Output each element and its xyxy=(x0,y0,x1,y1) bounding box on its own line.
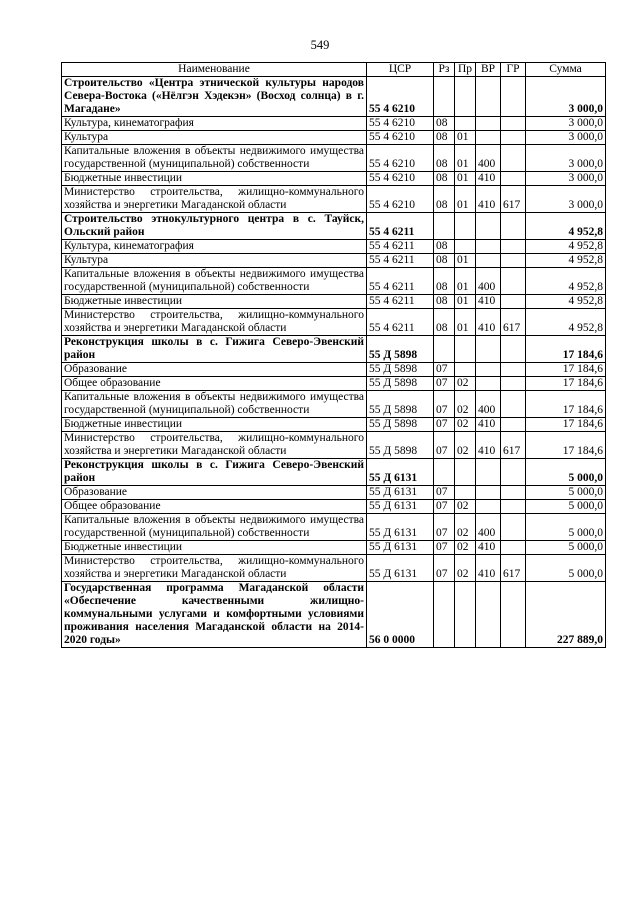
cell-rz: 07 xyxy=(434,486,455,500)
cell-vr: 400 xyxy=(476,268,501,295)
cell-pr xyxy=(455,582,476,648)
cell-pr xyxy=(455,213,476,240)
cell-name: Государственная программа Магаданской области «Обеспечение качественными жилищно-коммунальными услугами и комфортными условиями проживания населения Магаданской области на 2014-2020 годы» xyxy=(62,582,367,648)
cell-rz: 07 xyxy=(434,391,455,418)
cell-rz: 07 xyxy=(434,418,455,432)
cell-vr: 400 xyxy=(476,145,501,172)
table-row-section xyxy=(62,77,606,117)
cell-name: Образование xyxy=(62,363,367,377)
cell-vr xyxy=(476,582,501,648)
cell-gr xyxy=(501,486,526,500)
cell-pr: 02 xyxy=(455,377,476,391)
table-row xyxy=(62,391,606,418)
cell-pr xyxy=(455,363,476,377)
cell-pr: 02 xyxy=(455,391,476,418)
cell-name: Министерство строительства, жилищно-коммунального хозяйства и энергетики Магаданской области xyxy=(62,186,367,213)
cell-rz: 08 xyxy=(434,268,455,295)
cell-pr: 01 xyxy=(455,268,476,295)
cell-csr: 55 Д 5898 xyxy=(367,336,434,363)
header-vr: ВР xyxy=(476,63,501,77)
header-pr: Пр xyxy=(455,63,476,77)
cell-name: Общее образование xyxy=(62,500,367,514)
cell-sum: 17 184,6 xyxy=(526,391,606,418)
cell-rz: 08 xyxy=(434,145,455,172)
cell-name: Культура xyxy=(62,131,367,145)
cell-pr: 02 xyxy=(455,555,476,582)
cell-name: Культура, кинематография xyxy=(62,240,367,254)
table-row xyxy=(62,131,606,145)
table-row xyxy=(62,254,606,268)
cell-sum: 3 000,0 xyxy=(526,77,606,117)
cell-rz xyxy=(434,77,455,117)
cell-vr xyxy=(476,500,501,514)
cell-csr: 55 Д 5898 xyxy=(367,432,434,459)
cell-rz: 07 xyxy=(434,514,455,541)
cell-rz: 08 xyxy=(434,295,455,309)
cell-rz xyxy=(434,336,455,363)
cell-pr: 02 xyxy=(455,514,476,541)
cell-sum: 4 952,8 xyxy=(526,213,606,240)
cell-gr xyxy=(501,254,526,268)
cell-pr: 01 xyxy=(455,172,476,186)
cell-gr xyxy=(501,268,526,295)
cell-name: Бюджетные инвестиции xyxy=(62,418,367,432)
cell-pr: 01 xyxy=(455,131,476,145)
table-row-section xyxy=(62,459,606,486)
cell-rz: 07 xyxy=(434,432,455,459)
cell-pr xyxy=(455,240,476,254)
header-name: Наименование xyxy=(62,63,367,77)
cell-csr: 55 Д 5898 xyxy=(367,391,434,418)
cell-vr xyxy=(476,254,501,268)
cell-name: Образование xyxy=(62,486,367,500)
table-row xyxy=(62,268,606,295)
cell-csr: 55 4 6211 xyxy=(367,240,434,254)
table-row xyxy=(62,514,606,541)
table-row xyxy=(62,172,606,186)
cell-name: Строительство этнокультурного центра в с. Тауйск, Ольский район xyxy=(62,213,367,240)
table-row-section xyxy=(62,213,606,240)
cell-pr: 01 xyxy=(455,309,476,336)
cell-csr: 55 Д 6131 xyxy=(367,459,434,486)
cell-csr: 55 4 6210 xyxy=(367,117,434,131)
cell-pr xyxy=(455,77,476,117)
cell-rz: 07 xyxy=(434,555,455,582)
cell-sum: 5 000,0 xyxy=(526,555,606,582)
cell-vr xyxy=(476,336,501,363)
cell-vr xyxy=(476,363,501,377)
cell-sum: 4 952,8 xyxy=(526,268,606,295)
cell-vr: 410 xyxy=(476,186,501,213)
cell-csr: 55 Д 6131 xyxy=(367,486,434,500)
table-row-section xyxy=(62,336,606,363)
table-row xyxy=(62,145,606,172)
cell-pr xyxy=(455,117,476,131)
cell-pr: 02 xyxy=(455,500,476,514)
cell-pr xyxy=(455,336,476,363)
table-row xyxy=(62,486,606,500)
header-sum: Сумма xyxy=(526,63,606,77)
cell-vr: 400 xyxy=(476,514,501,541)
cell-gr xyxy=(501,336,526,363)
table-row xyxy=(62,500,606,514)
cell-rz: 07 xyxy=(434,500,455,514)
cell-gr xyxy=(501,77,526,117)
cell-csr: 55 4 6211 xyxy=(367,309,434,336)
cell-rz xyxy=(434,582,455,648)
cell-name: Капитальные вложения в объекты недвижимого имущества государственной (муниципальной) собственности xyxy=(62,145,367,172)
header-csr: ЦСР xyxy=(367,63,434,77)
cell-vr xyxy=(476,117,501,131)
cell-csr: 55 4 6210 xyxy=(367,186,434,213)
cell-csr: 55 4 6210 xyxy=(367,77,434,117)
cell-pr: 01 xyxy=(455,295,476,309)
cell-pr: 01 xyxy=(455,254,476,268)
cell-pr: 02 xyxy=(455,541,476,555)
cell-rz: 08 xyxy=(434,254,455,268)
cell-sum: 3 000,0 xyxy=(526,145,606,172)
cell-gr xyxy=(501,240,526,254)
cell-rz: 07 xyxy=(434,363,455,377)
cell-rz xyxy=(434,213,455,240)
cell-name: Культура xyxy=(62,254,367,268)
cell-name: Бюджетные инвестиции xyxy=(62,541,367,555)
cell-csr: 55 4 6210 xyxy=(367,145,434,172)
cell-rz: 08 xyxy=(434,172,455,186)
cell-csr: 55 Д 5898 xyxy=(367,377,434,391)
cell-gr xyxy=(501,391,526,418)
cell-csr: 55 Д 6131 xyxy=(367,541,434,555)
cell-csr: 55 4 6210 xyxy=(367,131,434,145)
cell-vr: 410 xyxy=(476,541,501,555)
cell-sum: 3 000,0 xyxy=(526,172,606,186)
cell-csr: 55 Д 6131 xyxy=(367,500,434,514)
cell-gr: 617 xyxy=(501,309,526,336)
cell-gr xyxy=(501,295,526,309)
budget-table xyxy=(61,62,606,648)
cell-vr: 410 xyxy=(476,555,501,582)
cell-sum: 17 184,6 xyxy=(526,363,606,377)
cell-sum: 5 000,0 xyxy=(526,541,606,555)
cell-gr: 617 xyxy=(501,432,526,459)
cell-gr xyxy=(501,363,526,377)
cell-sum: 17 184,6 xyxy=(526,336,606,363)
cell-name: Капитальные вложения в объекты недвижимого имущества государственной (муниципальной) собственности xyxy=(62,268,367,295)
cell-gr xyxy=(501,377,526,391)
header-rz: Рз xyxy=(434,63,455,77)
cell-sum: 3 000,0 xyxy=(526,186,606,213)
cell-name: Строительство «Центра этнической культуры народов Севера-Востока («Нёлгэн Хэдекэн» (Восход солнца) в г. Магадане» xyxy=(62,77,367,117)
cell-name: Бюджетные инвестиции xyxy=(62,172,367,186)
cell-csr: 55 4 6211 xyxy=(367,254,434,268)
cell-rz: 08 xyxy=(434,131,455,145)
cell-sum: 5 000,0 xyxy=(526,486,606,500)
table-header-row xyxy=(62,63,606,77)
cell-rz: 08 xyxy=(434,240,455,254)
cell-name: Министерство строительства, жилищно-коммунального хозяйства и энергетики Магаданской области xyxy=(62,555,367,582)
table-row xyxy=(62,309,606,336)
cell-name: Бюджетные инвестиции xyxy=(62,295,367,309)
cell-gr xyxy=(501,418,526,432)
cell-vr: 410 xyxy=(476,295,501,309)
cell-vr: 410 xyxy=(476,418,501,432)
cell-pr: 02 xyxy=(455,418,476,432)
table-row-section xyxy=(62,582,606,648)
cell-csr: 55 4 6211 xyxy=(367,213,434,240)
cell-vr xyxy=(476,486,501,500)
cell-gr: 617 xyxy=(501,555,526,582)
page-number: 549 xyxy=(310,38,330,52)
cell-pr: 01 xyxy=(455,145,476,172)
cell-sum: 17 184,6 xyxy=(526,377,606,391)
cell-sum: 4 952,8 xyxy=(526,295,606,309)
cell-sum: 4 952,8 xyxy=(526,309,606,336)
cell-name: Капитальные вложения в объекты недвижимого имущества государственной (муниципальной) собственности xyxy=(62,391,367,418)
cell-name: Министерство строительства, жилищно-коммунального хозяйства и энергетики Магаданской области xyxy=(62,309,367,336)
cell-sum: 227 889,0 xyxy=(526,582,606,648)
table-row xyxy=(62,541,606,555)
cell-vr xyxy=(476,213,501,240)
table-row xyxy=(62,555,606,582)
cell-name: Культура, кинематография xyxy=(62,117,367,131)
cell-gr xyxy=(501,145,526,172)
cell-vr xyxy=(476,377,501,391)
cell-sum: 3 000,0 xyxy=(526,131,606,145)
cell-vr: 400 xyxy=(476,391,501,418)
header-gr: ГР xyxy=(501,63,526,77)
cell-sum: 5 000,0 xyxy=(526,500,606,514)
cell-pr xyxy=(455,486,476,500)
cell-csr: 55 Д 5898 xyxy=(367,418,434,432)
cell-name: Реконструкция школы в с. Гижига Северо-Эвенский район xyxy=(62,459,367,486)
cell-rz: 07 xyxy=(434,377,455,391)
cell-csr: 55 4 6211 xyxy=(367,268,434,295)
cell-csr: 55 4 6210 xyxy=(367,172,434,186)
table-row xyxy=(62,240,606,254)
cell-csr: 55 Д 5898 xyxy=(367,363,434,377)
cell-vr xyxy=(476,131,501,145)
cell-sum: 17 184,6 xyxy=(526,418,606,432)
cell-rz: 08 xyxy=(434,117,455,131)
cell-csr: 55 Д 6131 xyxy=(367,514,434,541)
cell-vr xyxy=(476,77,501,117)
cell-name: Общее образование xyxy=(62,377,367,391)
cell-gr xyxy=(501,459,526,486)
cell-pr: 02 xyxy=(455,432,476,459)
table-row xyxy=(62,418,606,432)
cell-gr xyxy=(501,582,526,648)
cell-gr xyxy=(501,117,526,131)
cell-csr: 55 4 6211 xyxy=(367,295,434,309)
cell-sum: 3 000,0 xyxy=(526,117,606,131)
cell-sum: 4 952,8 xyxy=(526,254,606,268)
cell-sum: 5 000,0 xyxy=(526,459,606,486)
cell-sum: 5 000,0 xyxy=(526,514,606,541)
table-row xyxy=(62,377,606,391)
cell-vr: 410 xyxy=(476,432,501,459)
cell-name: Капитальные вложения в объекты недвижимого имущества государственной (муниципальной) собственности xyxy=(62,514,367,541)
cell-vr xyxy=(476,459,501,486)
table-row xyxy=(62,295,606,309)
table-row xyxy=(62,432,606,459)
table-row xyxy=(62,186,606,213)
cell-gr xyxy=(501,514,526,541)
cell-gr xyxy=(501,500,526,514)
cell-gr xyxy=(501,541,526,555)
cell-name: Реконструкция школы в с. Гижига Северо-Эвенский район xyxy=(62,336,367,363)
cell-sum: 17 184,6 xyxy=(526,432,606,459)
cell-gr xyxy=(501,131,526,145)
cell-rz xyxy=(434,459,455,486)
cell-gr xyxy=(501,213,526,240)
cell-rz: 08 xyxy=(434,309,455,336)
cell-vr: 410 xyxy=(476,172,501,186)
cell-sum: 4 952,8 xyxy=(526,240,606,254)
table-row xyxy=(62,117,606,131)
cell-gr xyxy=(501,172,526,186)
cell-pr xyxy=(455,459,476,486)
cell-vr: 410 xyxy=(476,309,501,336)
table-row xyxy=(62,363,606,377)
cell-rz: 08 xyxy=(434,186,455,213)
cell-csr: 55 Д 6131 xyxy=(367,555,434,582)
cell-rz: 07 xyxy=(434,541,455,555)
cell-name: Министерство строительства, жилищно-коммунального хозяйства и энергетики Магаданской области xyxy=(62,432,367,459)
cell-csr: 56 0 0000 xyxy=(367,582,434,648)
cell-gr: 617 xyxy=(501,186,526,213)
cell-vr xyxy=(476,240,501,254)
cell-pr: 01 xyxy=(455,186,476,213)
